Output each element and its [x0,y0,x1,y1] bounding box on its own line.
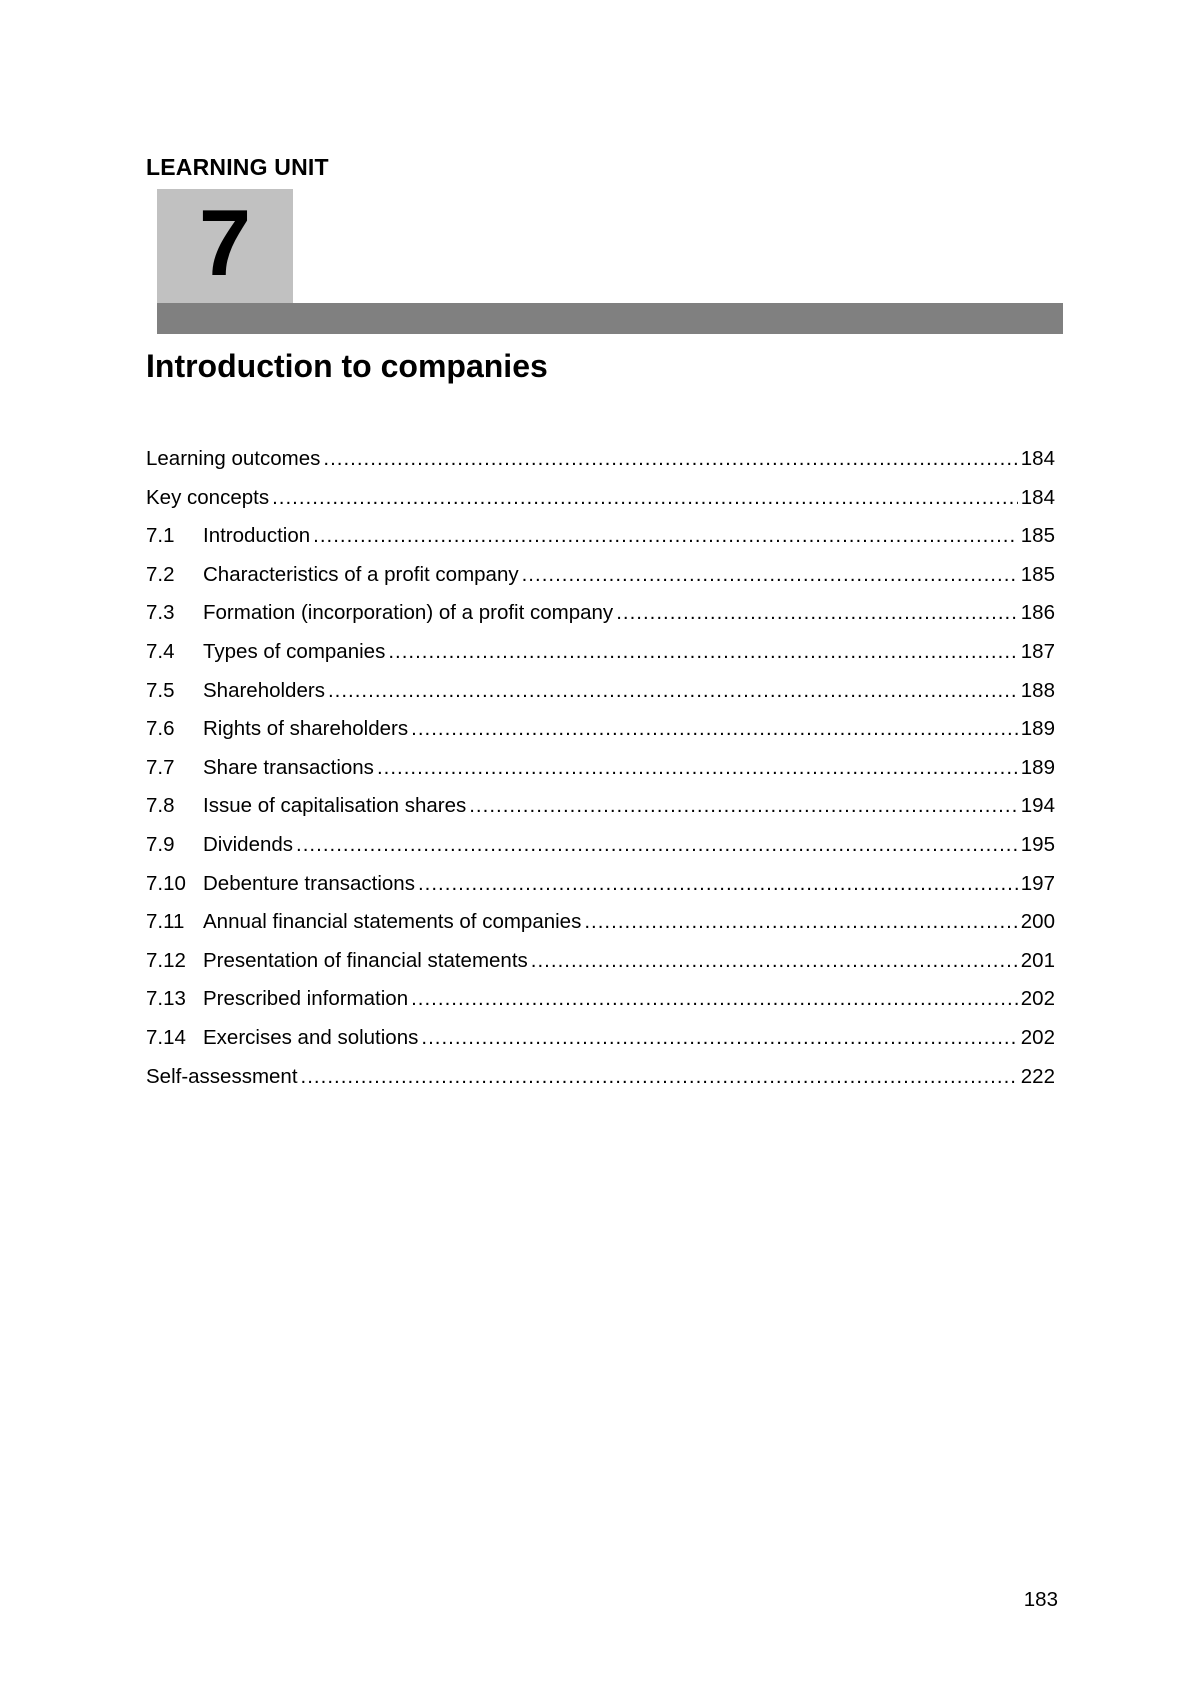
toc-entry-7-5[interactable] [146,672,1055,711]
toc-entry-page: 189 [1020,717,1055,741]
toc-entry-7-3[interactable] [146,594,1055,633]
toc-entry-page: 188 [1020,678,1055,702]
toc-entry-page: 195 [1020,832,1055,856]
toc-entry-text: Rights of shareholders [203,717,409,741]
toc-entry-number: 7.2 [146,562,175,586]
toc-entry-7-4[interactable] [146,633,1055,672]
toc-entry-number: 7.14 [146,1025,186,1049]
toc-entry-7-1[interactable] [146,517,1055,556]
toc-entry-key-concepts[interactable] [146,479,1055,518]
toc-entry-number: 7.6 [146,717,175,741]
toc-entry-text: Debenture transactions [203,871,415,895]
toc-leader-dots [469,787,1018,826]
toc-entry-page: 197 [1020,871,1055,895]
page-title: Introduction to companies [146,348,548,384]
toc-entry-7-13[interactable] [146,980,1055,1019]
toc-entry-text: Annual financial statements of companies [203,910,582,934]
toc-entry-number: 7.3 [146,601,175,625]
toc-entry-number: 7.5 [146,678,175,702]
toc-entry-text: Presentation of financial statements [203,948,528,972]
toc-leader-dots [411,710,1018,749]
table-of-contents [146,440,1055,1096]
toc-leader-dots [584,903,1017,942]
toc-entry-text: Exercises and solutions [203,1025,419,1049]
toc-entry-number: 7.1 [146,524,175,548]
toc-entry-text: Types of companies [203,639,386,663]
toc-leader-dots [328,672,1018,711]
toc-leader-dots [616,594,1018,633]
toc-entry-7-10[interactable] [146,865,1055,904]
toc-entry-learning-outcomes[interactable] [146,440,1055,479]
toc-entry-page: 184 [1020,447,1055,470]
toc-leader-dots [301,1058,1018,1097]
toc-entry-text: Key concepts [146,485,270,509]
toc-entry-number: 7.4 [146,639,175,663]
toc-entry-page: 222 [1020,1064,1055,1088]
toc-entry-number: 7.9 [146,832,175,856]
toc-leader-dots [418,865,1018,904]
toc-entry-number: 7.11 [146,910,185,934]
toc-entry-number: 7.10 [146,871,186,895]
toc-entry-7-2[interactable] [146,556,1055,595]
toc-leader-dots [313,517,1018,556]
unit-header-bar [157,303,1063,334]
toc-entry-text: Characteristics of a profit company [203,562,519,586]
toc-entry-7-11[interactable] [146,903,1055,942]
toc-entry-7-6[interactable] [146,710,1055,749]
toc-entry-text: Self-assessment [146,1064,298,1088]
toc-leader-dots [272,479,1018,518]
toc-entry-number: 7.12 [146,948,186,972]
toc-entry-number: 7.8 [146,794,175,818]
toc-entry-page: 185 [1020,562,1055,586]
toc-entry-7-9[interactable] [146,826,1055,865]
toc-entry-page: 202 [1020,1025,1055,1049]
toc-entry-text: Issue of capitalisation shares [203,794,467,818]
toc-leader-dots [296,826,1018,865]
toc-entry-number: 7.7 [146,755,175,779]
toc-entry-page: 194 [1020,794,1055,818]
toc-entry-page: 184 [1020,485,1055,509]
toc-entry-text: Formation (incorporation) of a profit company [203,601,614,625]
toc-entry-7-14[interactable] [146,1019,1055,1058]
unit-number: 7 [198,190,252,295]
toc-entry-page: 202 [1020,987,1055,1011]
toc-entry-page: 187 [1020,639,1055,663]
toc-leader-dots [388,633,1017,672]
toc-entry-page: 200 [1020,910,1055,934]
toc-entry-7-8[interactable] [146,787,1055,826]
toc-entry-7-7[interactable] [146,749,1055,788]
toc-entry-text: Shareholders [203,678,325,702]
toc-leader-dots [323,440,1017,479]
toc-entry-page: 185 [1020,524,1055,548]
toc-entry-text: Dividends [203,832,294,856]
toc-entry-page: 201 [1020,948,1055,972]
unit-number-box [157,189,293,303]
learning-unit-label: LEARNING UNIT [146,154,329,180]
toc-entry-page: 189 [1020,755,1055,779]
toc-leader-dots [377,749,1018,788]
toc-leader-dots [522,556,1018,595]
toc-entry-7-12[interactable] [146,942,1055,981]
page-number: 183 [1023,1588,1058,1611]
toc-leader-dots [531,942,1018,981]
toc-entry-text: Share transactions [203,755,374,779]
toc-entry-number: 7.13 [146,987,186,1011]
toc-entry-self-assessment[interactable] [146,1058,1055,1097]
toc-leader-dots [411,980,1018,1019]
toc-entry-page: 186 [1020,601,1055,625]
toc-entry-text: Introduction [203,524,311,548]
toc-leader-dots [421,1019,1017,1058]
toc-entry-text: Prescribed information [203,987,409,1011]
toc-entry-text: Learning outcomes [146,447,321,470]
